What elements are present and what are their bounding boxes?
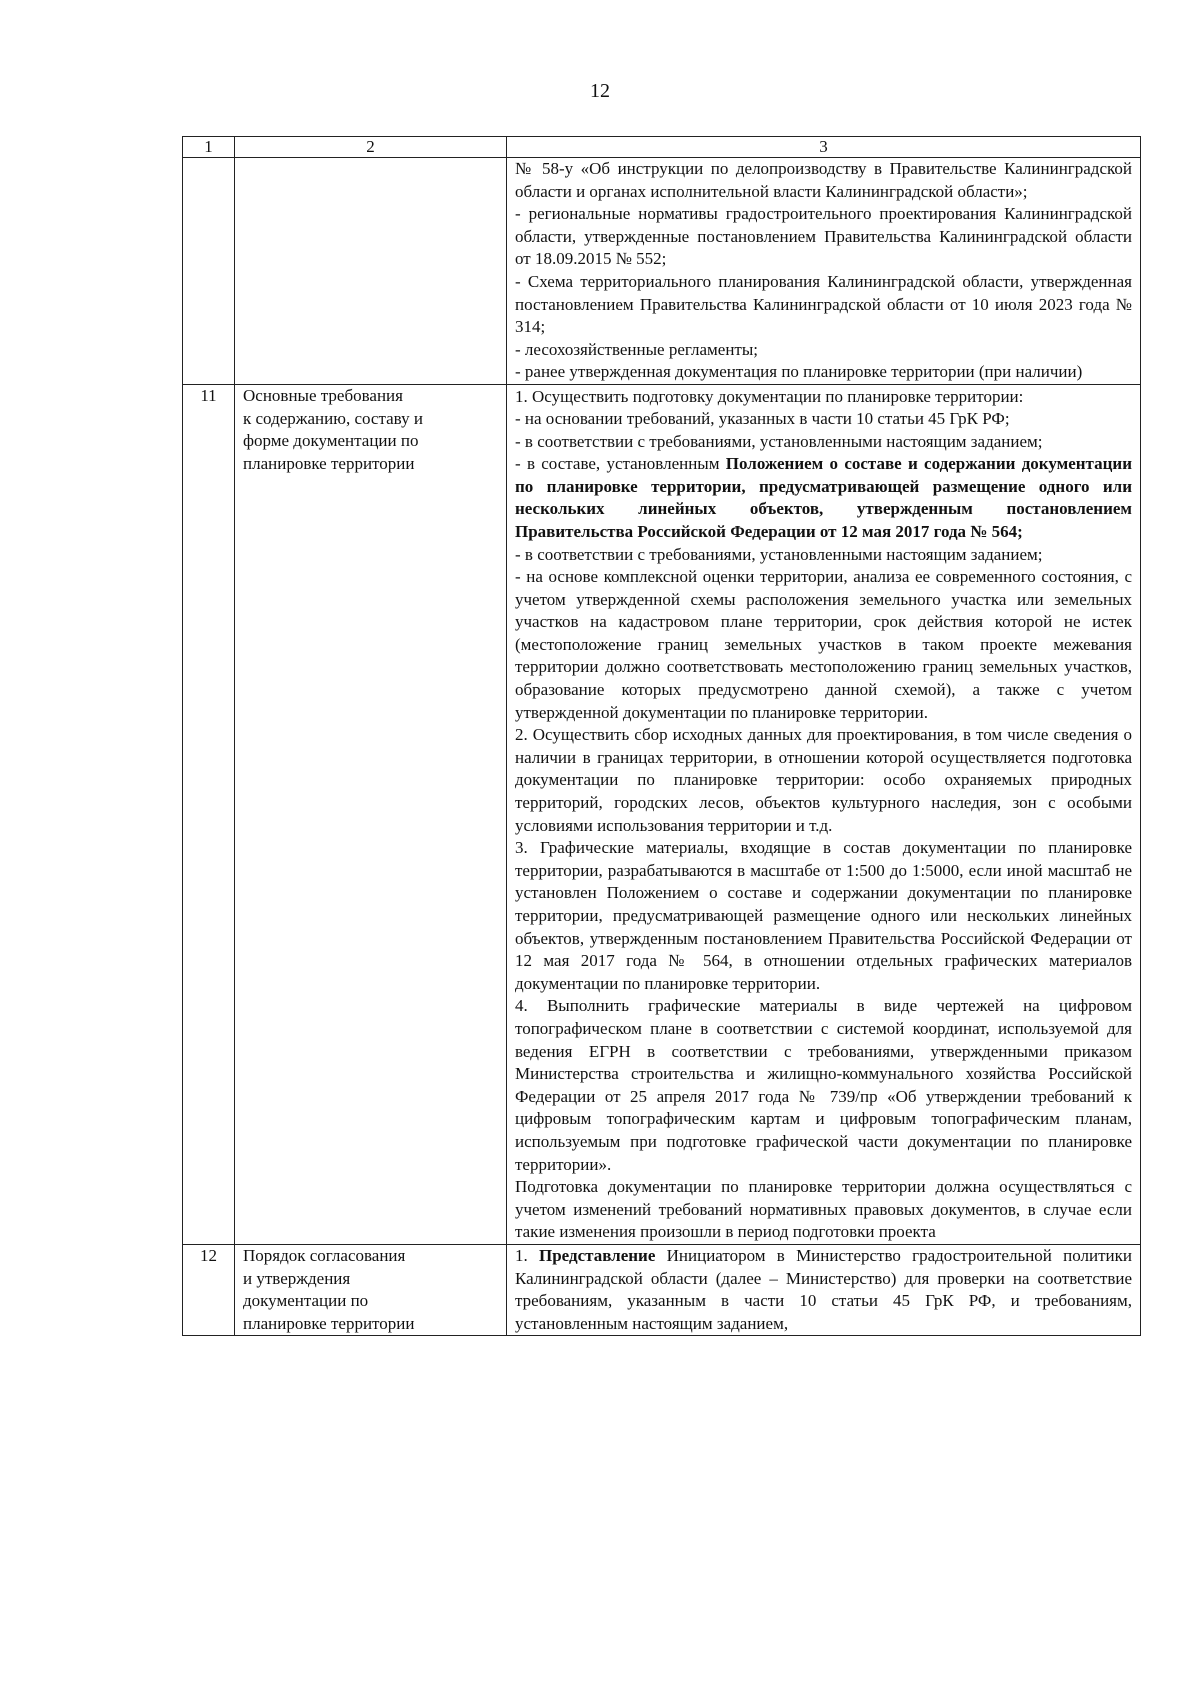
content-paragraph bbox=[515, 385, 1132, 408]
requirement-name-line: документации по bbox=[243, 1291, 369, 1311]
content-paragraph bbox=[515, 158, 1132, 203]
content-paragraph bbox=[515, 431, 1132, 454]
requirements-table bbox=[182, 136, 1141, 1336]
content-paragraph bbox=[515, 203, 1132, 271]
content-paragraph bbox=[515, 271, 1132, 339]
content-paragraph bbox=[515, 453, 1132, 543]
text-segment: - на основании требований, указанных в части 10 статьи 45 ГрК РФ; bbox=[515, 408, 1010, 428]
text-segment: 3. Графические материалы, входящие в состав документации по планировке территории, разрабатываются в масштабе от 1:500 до 1:5000, если иной масштаб не установлен Положением о составе и содержании документации по планировке территории, предусматривающей размещение одного или нескольких линейных объектов, утвержденным постановлением Правительства Российской Федерации от 12 мая 2017 года № 564, в отношении отдельных графических материалов документации по планировке территории. bbox=[515, 838, 1132, 993]
text-segment: - в соответствии с требованиями, установленными настоящим заданием; bbox=[515, 431, 1043, 451]
table-row bbox=[183, 384, 1141, 1244]
text-segment: - лесохозяйственные регламенты; bbox=[515, 339, 758, 359]
row-number bbox=[183, 158, 235, 385]
requirement-name-line: планировке территории bbox=[243, 453, 415, 473]
requirement-name bbox=[235, 1244, 507, 1335]
text-segment: - ранее утвержденная документация по планировке территории (при наличии) bbox=[515, 362, 1083, 382]
row-number: 12 bbox=[183, 1244, 235, 1335]
column-number-2: 2 bbox=[235, 137, 507, 158]
text-segment: - в составе, установленным bbox=[515, 454, 726, 474]
requirement-name bbox=[235, 158, 507, 385]
table-row bbox=[183, 158, 1141, 385]
bold-text-segment: Положением о составе и содержании документации по планировке территории, предусматривающей размещение одного или нескольких линейных объектов, утвержденным постановлением Правительства Российской Федерации от 12 мая 2017 года № 564; bbox=[515, 454, 1133, 541]
text-segment: Подготовка документации по планировке территории должна осуществляться с учетом изменений требований нормативных правовых документов, в случае если такие изменения произошли в период подготовки проекта bbox=[515, 1177, 1132, 1242]
text-segment: Инициатором в Министерство градостроительной политики Калининградской области (далее – Министерство) для проверки на соответствие требованиям, указанным в части 10 статьи 45 ГрК РФ, и требованиям, установленным настоящим заданием, bbox=[515, 1245, 1132, 1333]
column-number-3: 3 bbox=[507, 137, 1141, 158]
text-segment: 1. bbox=[515, 1245, 539, 1265]
text-segment: - на основе комплексной оценки территории, анализа ее современного состояния, с учетом утвержденной схемы расположения земельного участка или земельных участков на кадастровом плане территории, срок действия которой не истек (местоположение границ земельных участков в таком проекте межевания территории должно соответствовать местоположению границ земельных участков, образование которых предусмотрено данной схемой), а также с учетом утвержденной документации по планировке территории. bbox=[515, 567, 1132, 722]
content-paragraph bbox=[515, 1245, 1132, 1335]
column-number-1: 1 bbox=[183, 137, 235, 158]
requirement-name-line: Основные требования bbox=[243, 385, 403, 405]
requirement-name bbox=[235, 384, 507, 1244]
requirement-name-line: и утверждения bbox=[243, 1268, 351, 1288]
text-segment: 2. Осуществить сбор исходных данных для проектирования, в том числе сведения о наличии в границах территории, в отношении которой осуществляется подготовка документации по планировке территории: особо охраняемых природных территорий, городских лесов, объектов культурного наследия, зон с особыми условиями использования территории и т.д. bbox=[515, 725, 1132, 835]
requirement-content bbox=[507, 384, 1141, 1244]
row-number: 11 bbox=[183, 384, 235, 1244]
content-paragraph bbox=[515, 995, 1132, 1176]
requirement-name-line: форме документации по bbox=[243, 431, 419, 451]
table-row bbox=[183, 1244, 1141, 1335]
bold-text-segment: Представление bbox=[539, 1245, 656, 1265]
content-paragraph bbox=[515, 837, 1132, 995]
content-paragraph bbox=[515, 724, 1132, 837]
requirement-name-line: Порядок согласования bbox=[243, 1245, 406, 1265]
requirement-content bbox=[507, 1244, 1141, 1335]
text-segment: - в соответствии с требованиями, установленными настоящим заданием; bbox=[515, 544, 1043, 564]
content-paragraph bbox=[515, 1176, 1132, 1244]
requirement-name-line: к содержанию, составу и bbox=[243, 408, 423, 428]
requirement-name-line: планировке территории bbox=[243, 1313, 415, 1333]
page-number: 12 bbox=[590, 80, 610, 102]
text-segment: № 58-у «Об инструкции по делопроизводству в Правительстве Калининградской области и органах исполнительной власти Калининградской области»; bbox=[515, 159, 1132, 201]
text-segment: 1. Осуществить подготовку документации по планировке территории: bbox=[515, 386, 1024, 406]
content-paragraph bbox=[515, 339, 1132, 362]
requirement-content bbox=[507, 158, 1141, 385]
content-paragraph bbox=[515, 566, 1132, 724]
content-paragraph bbox=[515, 544, 1132, 567]
text-segment: - региональные нормативы градостроительного проектирования Калининградской области, утвержденные постановлением Правительства Калининградской области от 18.09.2015 № 552; bbox=[515, 204, 1132, 269]
content-paragraph bbox=[515, 361, 1132, 384]
text-segment: 4. Выполнить графические материалы в виде чертежей на цифровом топографическом плане в соответствии с системой координат, используемой для ведения ЕГРН в соответствии с требованиями, утвержденными приказом Министерства строительства и жилищно-коммунального хозяйства Российской Федерации от 25 апреля 2017 года № 739/пр «Об утверждении требований к цифровым топографическим картам и цифровым топографическим планам, используемым при подготовке графической части документации по планировке территории». bbox=[515, 996, 1132, 1174]
text-segment: - Схема территориального планирования Калининградской области, утвержденная постановлением Правительства Калининградской области от 10 июля 2023 года № 314; bbox=[515, 271, 1132, 337]
content-paragraph bbox=[515, 408, 1132, 431]
table-header-row bbox=[183, 137, 1141, 158]
